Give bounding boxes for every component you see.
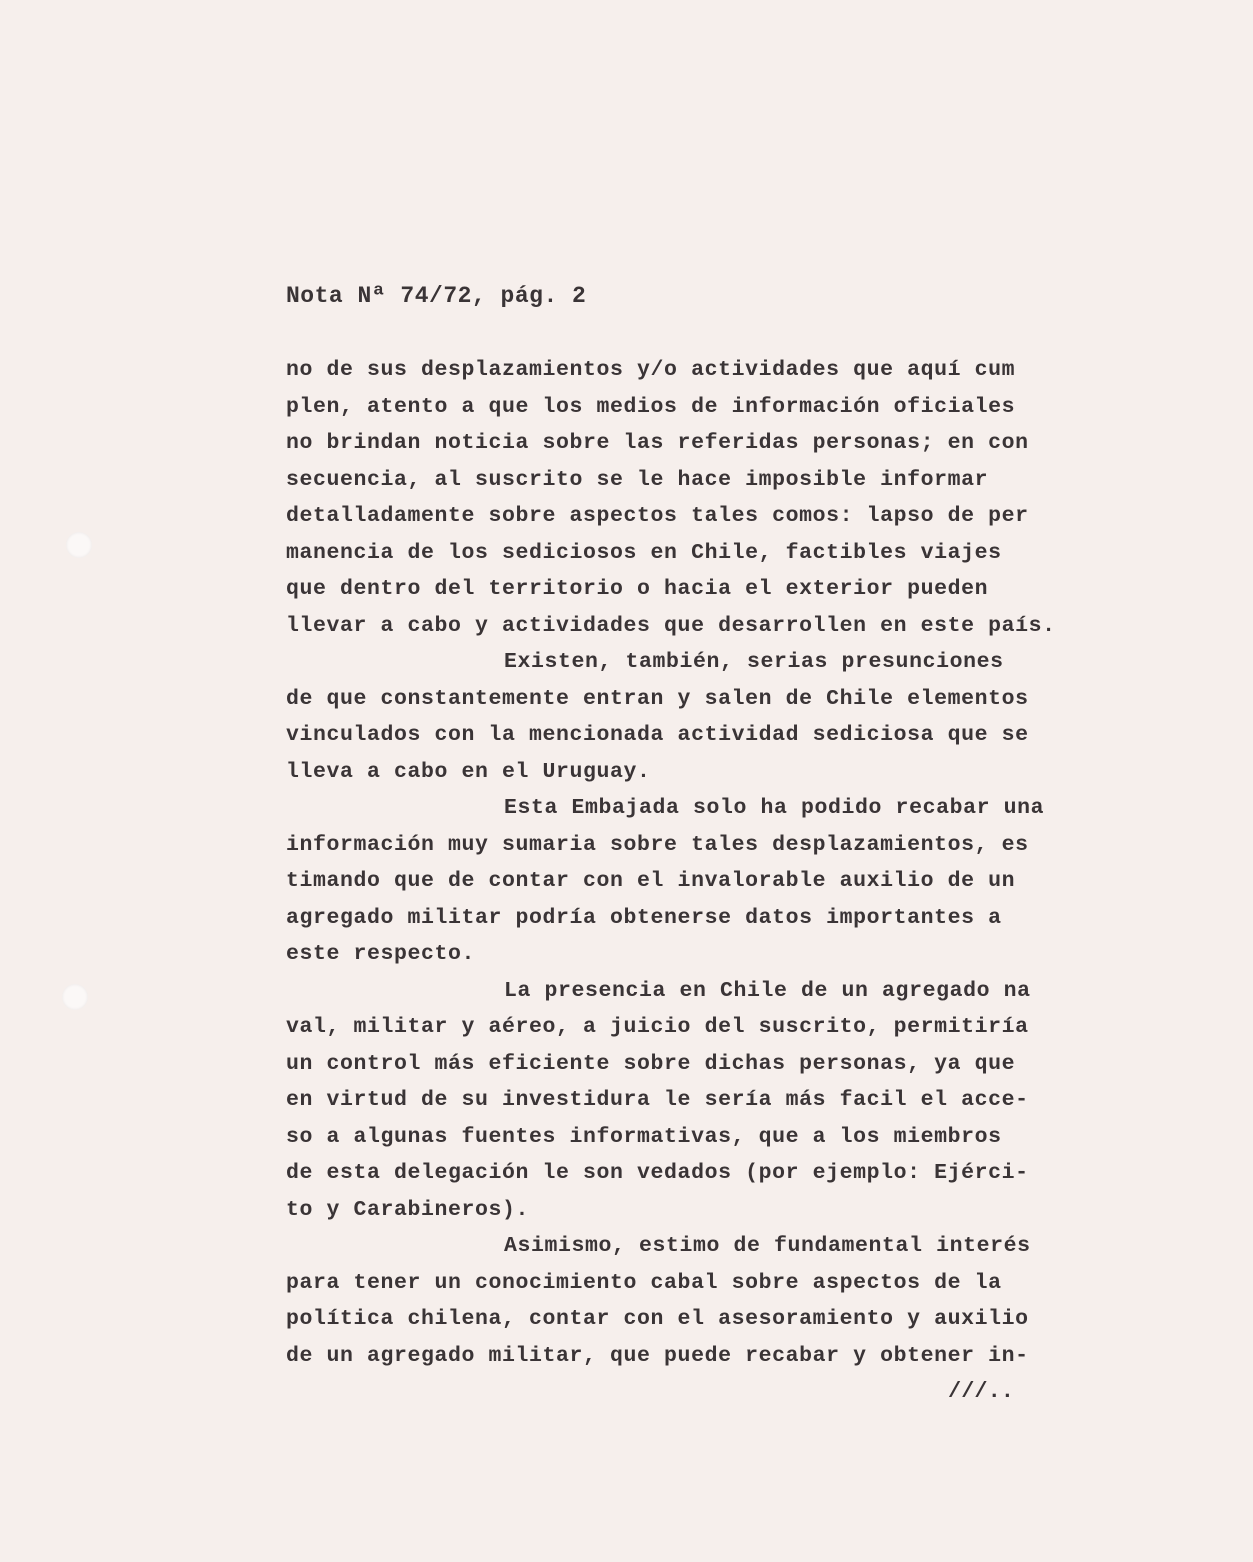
text-line: llevar a cabo y actividades que desarrollen en este país. <box>286 613 1056 638</box>
continuation-mark: ///.. <box>948 1379 1015 1404</box>
text-line: val, militar y aéreo, a juicio del suscrito, permitiría <box>286 1015 1029 1039</box>
text-line: política chilena, contar con el asesoramiento y auxilio <box>286 1307 1029 1331</box>
text-line: lleva a cabo en el Uruguay. <box>286 759 651 784</box>
punch-hole <box>66 532 92 558</box>
text-line: to y Carabineros). <box>286 1197 530 1222</box>
text-line: so a algunas fuentes informativas, que a los miembros <box>286 1124 1002 1149</box>
text-line: de un agregado militar, que puede recabar y obtener in- <box>286 1343 1029 1368</box>
page-header: Nota Nª 74/72, pág. 2 <box>286 283 587 309</box>
text-line: timando que de contar con el invalorable auxilio de un <box>286 869 1016 893</box>
text-line: no brindan noticia sobre las referidas personas; en con <box>286 431 1029 455</box>
text-line: plen, atento a que los medios de información oficiales <box>286 394 1016 419</box>
text-line: La presencia en Chile de un agregado na <box>504 978 1031 1003</box>
text-line: detalladamente sobre aspectos tales comos: lapso de per <box>286 504 1029 528</box>
text-line: manencia de los sediciosos en Chile, factibles viajes <box>286 540 1002 565</box>
text-line: Existen, también, serias presunciones <box>504 650 1004 674</box>
text-line: secuencia, al suscrito se le hace imposible informar <box>286 467 989 492</box>
text-line: en virtud de su investidura le sería más facil el acce- <box>286 1088 1029 1112</box>
text-line: información muy sumaria sobre tales desplazamientos, es <box>286 832 1029 857</box>
text-line: no de sus desplazamientos y/o actividades que aquí cum <box>286 358 1016 382</box>
text-line: para tener un conocimiento cabal sobre aspectos de la <box>286 1270 1002 1295</box>
text-line: Esta Embajada solo ha podido recabar una <box>504 796 1045 820</box>
text-line: que dentro del territorio o hacia el exterior pueden <box>286 577 989 601</box>
text-line: este respecto. <box>286 942 476 966</box>
text-line: un control más eficiente sobre dichas personas, ya que <box>286 1051 1016 1076</box>
text-line: Asimismo, estimo de fundamental interés <box>504 1234 1031 1258</box>
punch-hole <box>62 984 88 1010</box>
text-line: de esta delegación le son vedados (por ejemplo: Ejérci- <box>286 1161 1029 1185</box>
body-text <box>286 352 1106 1374</box>
text-line: vinculados con la mencionada actividad sediciosa que se <box>286 723 1029 747</box>
text-line: agregado militar podría obtenerse datos importantes a <box>286 905 1002 930</box>
text-line: de que constantemente entran y salen de Chile elementos <box>286 686 1029 711</box>
